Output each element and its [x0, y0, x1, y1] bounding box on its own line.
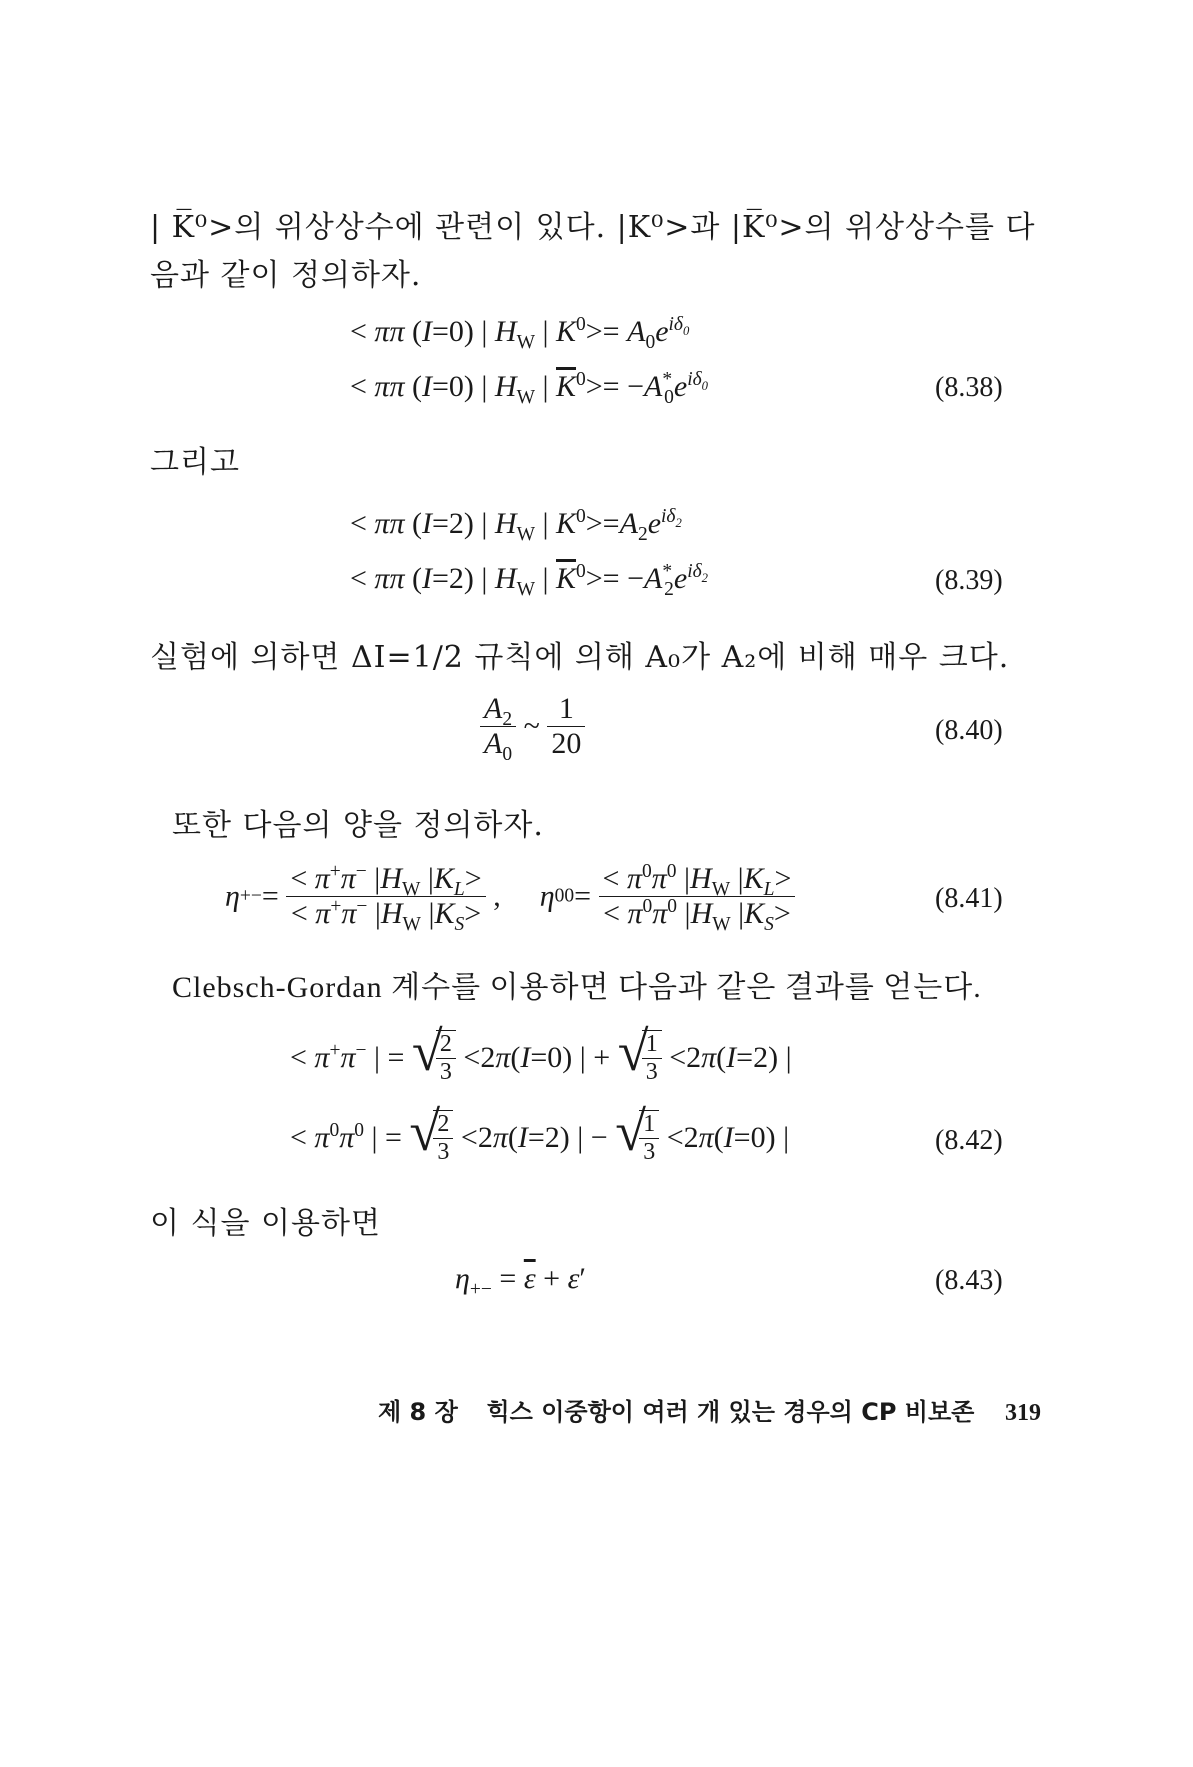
paragraph-line: Clebsch-Gordan 계수를 이용하면 다음과 같은 결과를 얻는다.: [172, 971, 982, 1004]
chapter-title: 힉스 이중항이 여러 개 있는 경우의 CP 비보존: [486, 1398, 975, 1426]
paragraph-line: 그리고: [150, 445, 240, 480]
equation-number: (8.41): [935, 883, 1003, 914]
equation-number: (8.43): [935, 1265, 1003, 1296]
equation-number: (8.40): [935, 715, 1003, 746]
equation-8-40: $\frac{A_2}{A_0}$ ~ $\frac{1}{20}$: [480, 692, 585, 761]
paragraph-line: 이 식을 이용하면: [150, 1206, 381, 1241]
equation-8-39b: < ππ (I=2) | $H_W$ | $\overline{K}^0>= -A^*_2e^{i\delta_2}$: [350, 561, 708, 600]
page-number: 319: [1005, 1400, 1042, 1426]
paragraph-line: 실험에 의하면 ΔI=1/2 규칙에 의해 A₀가 A₂에 비해 매우 크다.: [150, 640, 1010, 675]
equation-number: (8.38): [935, 372, 1003, 403]
equation-8-42a: < π+π− | = √ $\frac{2}{3}$ <2π(I=0) | + √ $\frac{1}{3}$ <2π(I=2) |: [290, 1021, 792, 1085]
paragraph-line: | K̅⁰>의 위상상수에 관련이 있다. |K⁰>과 |K̅⁰>의 위상상수를 다: [150, 210, 1036, 245]
equation-number: (8.42): [935, 1125, 1003, 1156]
equation-8-38b: < ππ (I=0) | $H_W$ | $\overline{K}^0>= -A^*_0e^{i\delta_0}$: [350, 369, 708, 408]
paragraph-line: 또한 다음의 양을 정의하자.: [172, 808, 544, 843]
running-footer: [378, 1392, 1041, 1427]
equation-8-41: η+−= $\frac{< \pi^+\pi^- |H_W |K_L>}{< \pi^+\pi^- |H_W |K_S>}$ , η00= $\frac{< \pi^0\pi^0 |H_W |K_L>}{< \pi^0\pi^0 |H_W |K_S>}$: [225, 862, 795, 931]
paragraph-line: 음과 같이 정의하자.: [150, 258, 422, 293]
equation-8-39a: < ππ (I=2) | $H_W$ | $K^0>=A_2e^{i\delta_2}$: [350, 506, 682, 545]
equation-number: (8.39): [935, 565, 1003, 596]
chapter-label: 제 8 장: [378, 1398, 458, 1426]
equation-8-43: $\eta_{+-} = \overline{\varepsilon} + \varepsilon'$: [455, 1262, 586, 1300]
equation-8-42b: < $\pi^0\pi^0$ | = √ $\frac{2}{3}$ <2π(I=2) | − √ $\frac{1}{3}$ <2π(I=0) |: [290, 1101, 790, 1165]
equation-8-38a: < ππ (I=0) | $H_W$ | $K^0>= A_0e^{i\delta_0}$: [350, 314, 690, 353]
